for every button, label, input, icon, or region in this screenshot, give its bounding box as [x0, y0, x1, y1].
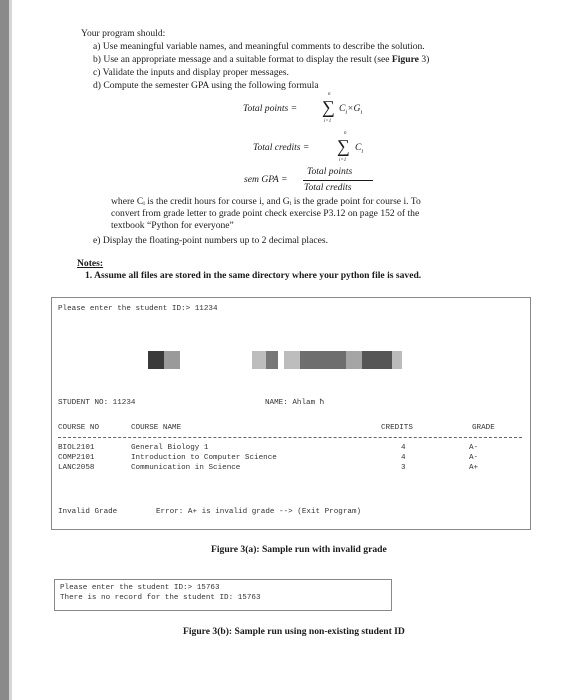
- note-1: 1. Assume all files are stored in the same directory where your python file is saved.: [85, 270, 422, 281]
- document-page: Your program should: a) Use meaningful variable names, and meaningful comments to describe the solution. b) Use an appropriate message and a suitable format to display the result (see Figure 3) c) Validate the inputs and display proper messages. d) Compute the semester GPA using the following formula Total points = n ∑ i=1 $C_i\times G_i$ Total credits = n ∑ i=1 $C_i$ sem GPA = Total points Total credits where Cᵢ is the credit hours for course i, and Gᵢ is the grade point for course i. To convert from grade letter to grade point check exercise P3.12 on page 152 of the textbook “Python for everyone” e) Display the floating-point numbers up to 2 decimal places. Notes: 1. Assume all files are stored in the same directory where your python file is saved. Please enter the student ID:> 11234 STUDENT NO: 11234 NAME: Ahlam ħ COURSE NO COURSE NAME CREDITS GRADE BIOL2101 General Biology 1 4 A- COMP2101 Introduction to Computer Science 4 A- LANC2058 Communication in Science 3 A+ Invalid Grade Error: A+ is invalid grade --> (Exit Program) Figure 3(a): Sample run with invalid grade Please enter the student ID:> 15763 There is no record for the student ID: 15763 Figure 3(b): Sample run using non-existing student ID: [0, 0, 567, 700]
- requirement-d: d) Compute the semester GPA using the following formula: [93, 80, 319, 91]
- header-grade: GRADE: [472, 424, 495, 432]
- requirement-e: e) Display the floating-point numbers up to 2 decimal places.: [93, 235, 328, 246]
- notes-title: Notes:: [77, 258, 104, 269]
- console-no-record: There is no record for the student ID: 15763: [60, 594, 261, 602]
- sigma-symbol: ∑: [337, 136, 350, 156]
- where-line-3: textbook “Python for everyone”: [111, 220, 234, 231]
- header-course-no: COURSE NO: [58, 424, 100, 432]
- student-name: NAME: Ahlam ħ: [265, 399, 325, 407]
- figure-caption-a: Figure 3(a): Sample run with invalid grade: [211, 544, 387, 555]
- intro-text: Your program should:: [81, 28, 166, 39]
- console-prompt: Please enter the student ID:> 15763: [60, 584, 220, 592]
- student-number: STUDENT NO: 11234: [58, 399, 136, 407]
- header-divider: [58, 437, 522, 438]
- console-prompt: Please enter the student ID:> 11234: [58, 305, 218, 313]
- header-credits: CREDITS: [381, 424, 413, 432]
- where-line-1: where Cᵢ is the credit hours for course i, and Gᵢ is the grade point for course i. To: [111, 196, 421, 207]
- console-run-missing-id: [54, 579, 392, 611]
- requirement-a: a) Use meaningful variable names, and meaningful comments to describe the solution.: [93, 41, 425, 52]
- header-course-name: COURSE NAME: [131, 424, 182, 432]
- fraction-bar: [303, 180, 373, 181]
- figure-caption-b: Figure 3(b): Sample run using non-existing student ID: [183, 626, 405, 637]
- requirement-c: c) Validate the inputs and display proper messages.: [93, 67, 289, 78]
- requirement-b: b) Use an appropriate message and a suitable format to display the result (see Figure 3): [93, 54, 430, 65]
- invalid-grade-label: Invalid Grade: [58, 508, 118, 516]
- where-line-2: convert from grade letter to grade point check exercise P3.12 on page 152 of the: [111, 208, 420, 219]
- error-message: Error: A+ is invalid grade --> (Exit Program): [156, 508, 362, 516]
- sigma-symbol: ∑: [322, 97, 335, 117]
- console-run-invalid-grade: Please enter the student ID:> 11234 STUDENT NO: 11234 NAME: Ahlam ħ COURSE NO COURSE NAME CREDITS GRADE BIOL2101 General Biology 1 4 A- COMP2101 Introduction to Computer Science 4 A- LANC2058 Communication in Science 3 A+ Invalid Grade Error: A+ is invalid grade --> (Exit Program): [51, 297, 531, 530]
